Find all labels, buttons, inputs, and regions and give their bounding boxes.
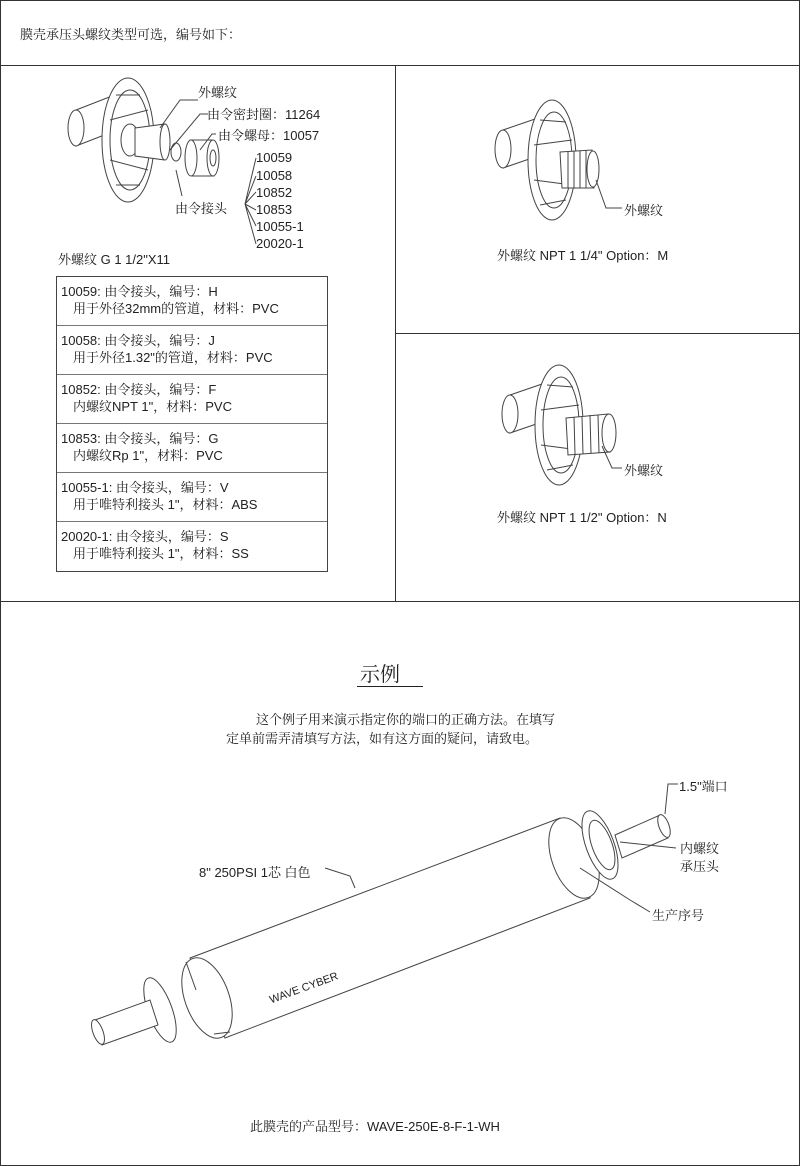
code-10852: 10852: [256, 185, 293, 200]
table-row: [57, 375, 327, 424]
example-paragraph-line1: 这个例子用来演示指定你的端口的正确方法。在填写: [256, 712, 556, 727]
code-10055-1: 10055-1: [256, 219, 304, 234]
label-external-thread: 外螺纹: [198, 85, 238, 100]
table-row: [57, 424, 327, 473]
row-title: 10852: 由令接头，编号：F: [61, 382, 217, 397]
end-cap-drawing-left: [68, 78, 219, 202]
union-connector-table: [56, 276, 328, 572]
caption-option-n: 外螺纹 NPT 1 1/2" Option：N: [497, 510, 667, 525]
code-10853: 10853: [256, 202, 293, 217]
caption-left: 外螺纹 G 1 1/2"X11: [58, 252, 171, 267]
row-title: 10055-1: 由令接头，编号：V: [61, 480, 229, 495]
end-cap-drawing-npt-114: [495, 100, 599, 220]
label-external-thread-n: 外螺纹: [624, 463, 664, 478]
row-detail: 用于外径1.32"的管道，材料：PVC: [73, 350, 273, 365]
example-title-underline: [357, 686, 423, 687]
row-detail: 用于外径32mm的管道，材料：PVC: [73, 301, 279, 316]
table-row: [57, 522, 327, 571]
row-title: 10853: 由令接头，编号：G: [61, 431, 219, 446]
table-row: [57, 326, 327, 375]
row-detail: 用于唯特利接头 1"，材料：SS: [73, 546, 249, 561]
model-number: 此膜壳的产品型号：WAVE-250E-8-F-1-WH: [250, 1119, 500, 1134]
label-end-cap: 承压头: [680, 859, 720, 874]
row-detail: 内螺纹NPT 1"，材料：PVC: [73, 399, 232, 414]
row-detail: 内螺纹Rp 1"，材料：PVC: [73, 448, 223, 463]
example-title: 示例: [360, 664, 400, 686]
label-union-connector: 由令接头: [175, 201, 228, 216]
row-title: 20020-1: 由令接头，编号：S: [61, 529, 229, 544]
intro-text: 膜壳承压头螺纹类型可选，编号如下：: [20, 27, 242, 42]
label-female-thread: 内螺纹: [680, 841, 720, 856]
code-10058: 10058: [256, 168, 293, 183]
row-detail: 用于唯特利接头 1"，材料：ABS: [73, 497, 258, 512]
table-row: [57, 473, 327, 522]
label-external-thread-m: 外螺纹: [624, 203, 664, 218]
code-10059: 10059: [256, 150, 293, 165]
caption-option-m: 外螺纹 NPT 1 1/4" Option：M: [497, 248, 669, 263]
example-paragraph-line2: 定单前需弄清填写方法，如有这方面的疑问，请致电。: [226, 731, 539, 746]
brand-text: WAVE CYBER: [268, 970, 340, 1007]
label-union-seal: 由令密封圈：11264: [207, 107, 321, 122]
row-title: 10059: 由令接头，编号：H: [61, 284, 218, 299]
end-cap-drawing-npt-112: [502, 365, 616, 485]
row-title: 10058: 由令接头，编号：J: [61, 333, 215, 348]
table-row: [57, 277, 327, 326]
label-serial: 生产序号: [652, 908, 705, 923]
label-port: 1.5"端口: [679, 779, 728, 794]
membrane-housing-drawing: [89, 806, 673, 1046]
code-20020-1: 20020-1: [256, 236, 304, 251]
label-housing: 8" 250PSI 1芯 白色: [199, 865, 311, 880]
label-union-nut: 由令螺母：10057: [218, 128, 320, 143]
